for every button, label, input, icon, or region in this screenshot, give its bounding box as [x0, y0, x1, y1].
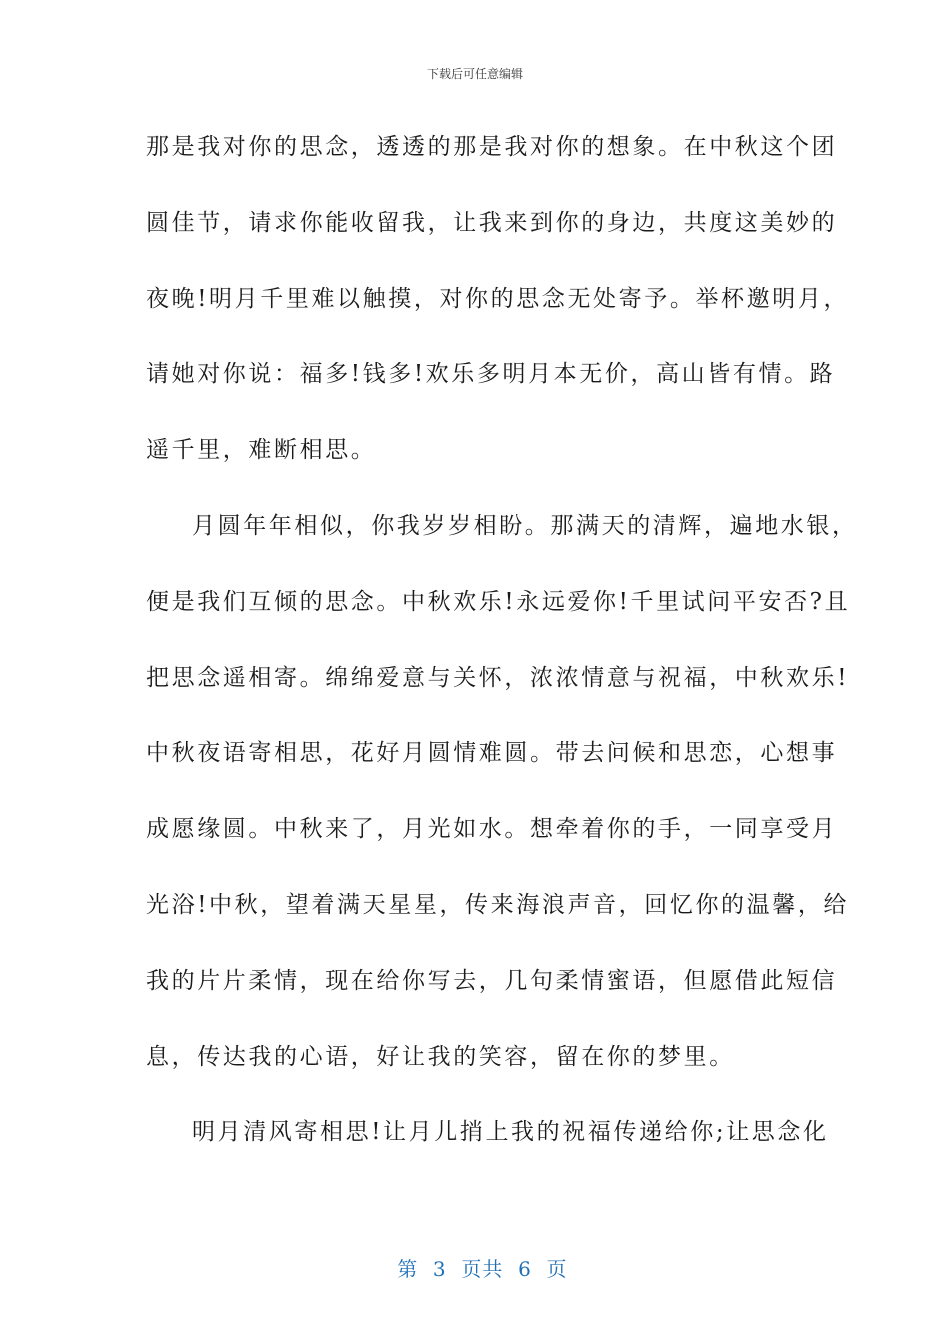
paragraph-first-line: 月圆年年相似，你我岁岁相盼。那满天的清辉，遍地水银，	[192, 512, 858, 539]
page-number-label: 第 3 页共 6 页	[397, 1257, 568, 1281]
text-line: 光浴!中秋，望着满天星星，传来海浪声音，回忆你的温馨，给	[146, 891, 850, 918]
page-footer	[0, 1224, 950, 1284]
text-line: 那是我对你的思念，透透的那是我对你的想象。在中秋这个团	[146, 134, 838, 160]
page-header	[0, 64, 950, 84]
text-line: 圆佳节，请求你能收留我，让我来到你的身边，共度这美妙的	[146, 209, 838, 236]
text-line: 便是我们互倾的思念。中秋欢乐!永远爱你!千里试问平安否?且	[146, 588, 851, 615]
header-note: 下载后可任意编辑	[426, 67, 523, 81]
text-line: 请她对你说：福多!钱多!欢乐多明月本无价，高山皆有情。路	[146, 361, 836, 388]
text-line: 把思念遥相寄。绵绵爱意与关怀，浓浓情意与祝福，中秋欢乐!	[146, 664, 850, 691]
text-line: 遥千里，难断相思。	[146, 437, 377, 464]
text-line: 中秋夜语寄相思，花好月圆情难圆。带去问候和思恋，心想事	[146, 740, 838, 767]
text-line: 成愿缘圆。中秋来了，月光如水。想牵着你的手，一同享受月	[146, 816, 838, 843]
text-line: 息，传达我的心语，好让我的笑容，留在你的梦里。	[146, 1043, 735, 1070]
paragraph-first-line: 明月清风寄相思!让月儿捎上我的祝福传递给你;让思念化	[192, 1119, 829, 1146]
page-body	[146, 110, 858, 1171]
text-line: 我的片片柔情，现在给你写去，几句柔情蜜语，但愿借此短信	[146, 967, 838, 994]
text-line: 夜晚!明月千里难以触摸，对你的思念无处寄予。举杯邀明月，	[146, 285, 850, 312]
